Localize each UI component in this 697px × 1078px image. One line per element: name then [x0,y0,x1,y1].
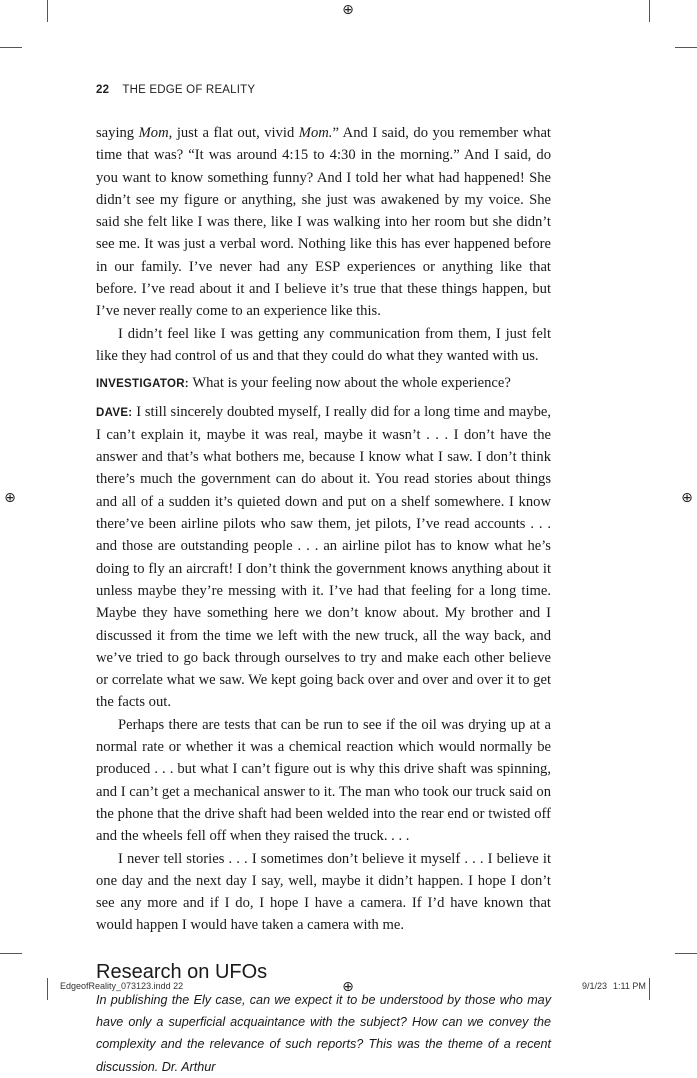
page-body [96,122,551,1078]
section-heading: Research on UFOs [96,960,268,983]
interview-question: INVESTIGATOR: What is your feeling now about the whole experience? [96,375,511,392]
speaker-label: DAVE: [96,406,133,419]
paragraph: Perhaps there are tests that can be run to see if the oil was drying up at a normal rate or whether it was a chemical reaction which would normally be produced . . . but what I can’t figure out is why this drive shaft was spinning, and I can’t get a mechanical answer to it. The man who took our truck said on the phone that the drive shaft had been welded into the rear end or twisted off and the wheels fell off when they raised the truck. . . . [96,716,551,845]
interview-answer: DAVE: I still sincerely doubted myself, I really did for a long time and maybe, I can’t explain it, maybe it was real, maybe it wasn’t . . . I don’t have the answer and that’s what bothers me, because I know what I saw. I don’t think there’s much the government can do about it. You read stories about things and all of a sudden it’s quieted down and put on a shelf somewhere. I know there’ve been airline pilots who saw them, jet pilots, I’ve read accounts . . . and those are outstanding people . . . an airline pilot has to know what he’s doing to fly an aircraft! I don’t think the government knows anything about it unless maybe they’re messing with it. I’ve had that feeling for a long time. Maybe they have something here we don’t know about. My brother and I discussed it from the time we left with the new truck, all the way back, and we’ve tried to go back through ourselves to try and make each other believe or correlate what we saw. We kept going back over and over and over it to get the facts out. [96,403,551,711]
crop-mark-top-right [649,0,650,22]
slug-time: 1:11 PM [613,981,646,991]
slug-date: 9/1/23 [582,981,608,991]
registration-mark-top-icon: ⊕ [342,2,354,18]
book-title: THE EDGE OF REALITY [122,84,256,96]
crop-mark-top-right-h [675,47,697,48]
page-number: 22 [96,84,110,96]
slug-file: EdgeofReality_073123.indd 22 [60,981,184,991]
paragraph: saying Mom, just a flat out, vivid Mom.” And I said, do you remember what time that was? “It was around 4:15 to 4:30 in the morning.” And I said, do you want to know something funny? And I told her what had happened! She didn’t see my figure or anything, she just was awakened by my voice. She said she felt like I was there, like I was walking into her room but she didn’t see me. It was just a verbal word. Nothing like this has ever happened before in our family. I’ve never had any ESP experiences or anything like that before. I’ve read about it and I believe it’s true that these things happen, but I’ve never really come to an experience like this. [96,125,551,320]
registration-mark-right-icon: ⊕ [681,490,693,506]
crop-mark-bottom-right-h [675,953,697,954]
crop-mark-bottom-left [47,978,48,1000]
emphasis: Mom. [298,125,333,141]
emphasis: Mom, [138,125,173,141]
crop-mark-top-left-h [0,47,22,48]
registration-mark-bottom-icon: ⊕ [342,979,354,995]
crop-mark-top-left [47,0,48,22]
registration-mark-left-icon: ⊕ [4,490,16,506]
speaker-label: INVESTIGATOR: [96,378,189,391]
crop-mark-bottom-right [649,978,650,1000]
paragraph: I didn’t feel like I was getting any communication from them, I just felt like they had control of us and that they could do what they wanted with us. [96,325,551,364]
running-head [96,84,255,96]
section-lead: In publishing the Ely case, can we expect it to be understood by those who may have only a superficial acquaintance with the subject? How can we convey the complexity and the relevance of such reports? This was the theme of a recent discussion. Dr. Arthur [96,992,551,1074]
paragraph: I never tell stories . . . I sometimes don’t believe it myself . . . I believe it one day and the next day I say, well, maybe it didn’t happen. I hope I don’t see any more and if I do, I hope I have a camera. If I’d have known that would happen I would have taken a camera with me. [96,850,551,934]
crop-mark-bottom-left-h [0,953,22,954]
